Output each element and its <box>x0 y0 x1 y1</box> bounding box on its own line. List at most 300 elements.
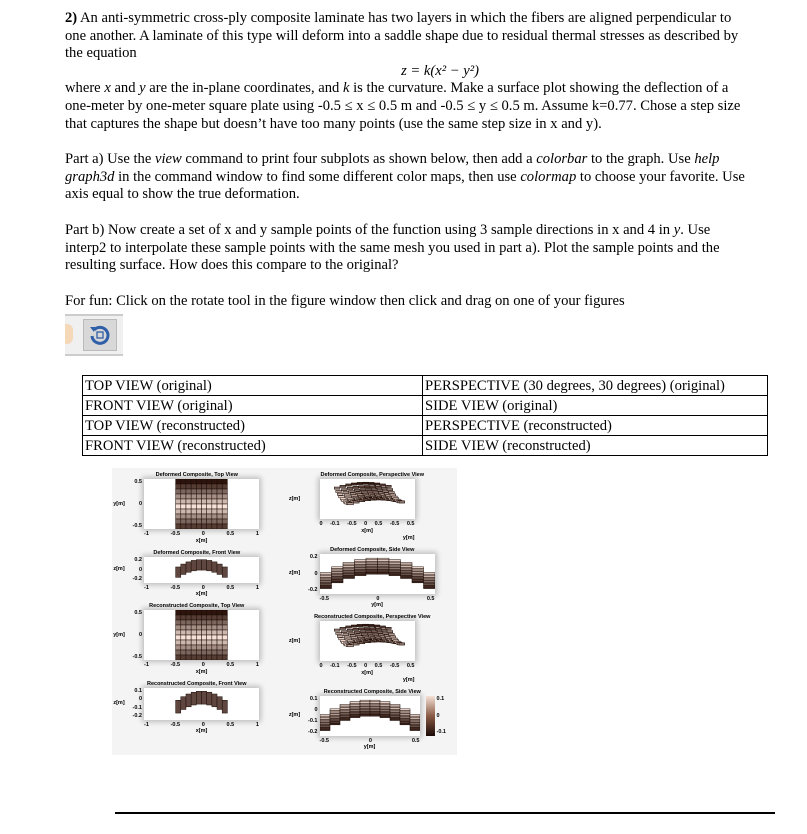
surface-patch <box>374 625 380 627</box>
surface-patch <box>196 519 201 524</box>
surface-patch <box>202 560 207 570</box>
surface-patch <box>176 645 181 650</box>
surface-patch <box>222 610 227 615</box>
axis-tick-label: 1 <box>255 721 259 728</box>
surface-patch <box>222 650 227 655</box>
surface-patch <box>186 484 191 489</box>
surface-patch <box>217 610 222 615</box>
surface-patch <box>217 514 222 519</box>
x-axis-label: x[m] <box>195 728 208 735</box>
plot-row <box>112 557 259 583</box>
surface-patch <box>181 645 186 650</box>
axis-tick-label: -0.5 <box>132 522 142 529</box>
surface-patch <box>217 645 222 650</box>
surface-patch <box>340 719 350 721</box>
surface-patch <box>400 723 410 725</box>
surface-patch <box>212 562 217 572</box>
perspective-plot <box>320 479 415 519</box>
surface-patch <box>176 655 181 660</box>
surface-patch <box>387 631 393 633</box>
axis-tick-label: 0 <box>364 663 368 670</box>
surface-patch <box>186 562 191 572</box>
colorbar-tick-label: 0.1 <box>436 695 445 702</box>
surface-patch <box>196 635 201 640</box>
axis-tick-label: -1 <box>144 531 149 538</box>
surface-patch <box>217 635 222 640</box>
surface-patch <box>207 519 212 524</box>
var-y: y <box>673 221 681 238</box>
surface-patch <box>217 504 222 509</box>
axis-tick-label: 1 <box>255 531 259 538</box>
surface-patch <box>207 645 212 650</box>
surface-patch <box>176 509 181 514</box>
surface-patch <box>191 640 196 645</box>
text: Part a) Use the <box>65 151 155 168</box>
z-axis-label: z[m] <box>288 712 301 719</box>
top-view-plot <box>144 479 259 529</box>
surface-patch <box>191 524 196 529</box>
text: in the command window to find some different color maps, then use <box>114 168 521 185</box>
surface-patch <box>217 640 222 645</box>
surface-patch <box>222 620 227 625</box>
surface-patch <box>217 564 222 574</box>
surface-patch <box>207 650 212 655</box>
surface-patch <box>207 504 212 509</box>
surface-patch <box>375 487 381 489</box>
axis-tick-label: 0.5 <box>134 610 142 617</box>
surface-patch <box>196 620 201 625</box>
for-fun: For fun: Click on the rotate tool in the figure window then click and drag on one of your figures <box>65 292 625 309</box>
surface-patch <box>352 487 358 489</box>
axis-tick-label: 0.5 <box>226 662 235 669</box>
surface-patch <box>207 630 212 635</box>
figure-toolbar-snippet <box>65 314 123 356</box>
text: and <box>110 80 140 97</box>
axis-tick-label: 0.5 <box>374 521 383 528</box>
rotate-3d-icon <box>83 319 117 351</box>
table-cell: SIDE VIEW (original) <box>423 396 768 416</box>
surface-patch <box>352 629 358 631</box>
surface-patch <box>196 560 201 570</box>
surface-patch <box>371 631 377 633</box>
axis-tick-label: 0.5 <box>226 531 235 538</box>
axis-tick-label: -0.1 <box>330 663 340 670</box>
problem-number: 2) <box>65 10 78 26</box>
surface-patch <box>217 650 222 655</box>
surface-patch <box>186 645 191 650</box>
surface-patch <box>186 479 191 484</box>
surface-patch <box>357 625 363 627</box>
surface-patch <box>331 581 343 583</box>
surface-patch <box>181 499 186 504</box>
surface-patch <box>207 610 212 615</box>
surface-patch <box>207 494 212 499</box>
surface-patch <box>399 501 405 503</box>
surface-patch <box>217 625 222 630</box>
plot-row <box>288 696 451 736</box>
recon-front-view-plot <box>144 688 259 720</box>
surface-patch <box>202 650 207 655</box>
text: to choose your favorite. Use axis equal to show the true deformation. <box>65 168 745 203</box>
surface-patch <box>202 494 207 499</box>
axis-tick-label: -0.5 <box>170 584 181 591</box>
tick-column <box>304 696 318 736</box>
surface-patch <box>207 509 212 514</box>
surface-patch <box>212 625 217 630</box>
example-figure <box>112 468 457 755</box>
surface-patch <box>196 504 201 509</box>
surface-patch <box>196 509 201 514</box>
x-axis-label: x[m] <box>361 527 373 534</box>
surface-patch <box>176 494 181 499</box>
surface-patch <box>176 635 181 640</box>
axis-tick-label: -0.5 <box>347 663 357 670</box>
surface-patch <box>196 610 201 615</box>
surface-patch <box>207 524 212 529</box>
recon-top-view-title: Reconstructed Composite, Top View <box>149 603 245 610</box>
surface-patch <box>191 635 196 640</box>
colorbar-tick-label: -0.1 <box>436 729 446 736</box>
axis-tick-label: -0.5 <box>170 662 181 669</box>
surface-patch <box>191 504 196 509</box>
surface-patch <box>410 729 420 731</box>
surface-patch <box>212 645 217 650</box>
y-axis-label: y[m] <box>113 500 125 507</box>
plot-row <box>112 479 259 529</box>
surface-patch <box>186 635 191 640</box>
axis-tick-label: 0 <box>201 584 205 591</box>
surface-patch <box>369 628 375 630</box>
surface-patch <box>368 483 374 485</box>
plot-row <box>112 688 259 720</box>
surface-patch <box>374 483 380 485</box>
surface-patch <box>176 489 181 494</box>
axis-tick-label: 0 <box>314 706 318 713</box>
surface-patch <box>176 567 181 577</box>
surface-patch <box>186 494 191 499</box>
surface-patch <box>385 486 391 488</box>
cmd-colormap: colormap <box>520 168 577 185</box>
y-axis-label: y[m] <box>402 676 415 683</box>
surface-patch <box>186 509 191 514</box>
surface-patch <box>202 610 207 615</box>
plot-row <box>288 479 415 519</box>
surface-patch <box>400 577 412 579</box>
surface-patch <box>385 628 391 630</box>
surface-patch <box>196 645 201 650</box>
surface-patch <box>342 634 348 636</box>
surface-patch <box>339 486 345 488</box>
surface-patch <box>186 655 191 660</box>
table-row <box>83 436 768 456</box>
pan-hand-icon <box>65 324 73 344</box>
recon-perspective-plot <box>320 621 415 661</box>
surface-patch <box>320 729 330 731</box>
surface-patch <box>364 628 370 630</box>
surface-patch <box>212 620 217 625</box>
surface-patch <box>222 494 227 499</box>
surface-patch <box>207 514 212 519</box>
surface-patch <box>207 620 212 625</box>
colorbar-tick-column <box>437 696 451 736</box>
surface-patch <box>181 635 186 640</box>
surface-patch <box>202 635 207 640</box>
surface-patch <box>196 630 201 635</box>
surface-patch <box>380 716 390 718</box>
surface-patch <box>370 714 380 716</box>
surface-patch <box>212 514 217 519</box>
surface-patch <box>191 479 196 484</box>
surface-patch <box>186 504 191 509</box>
axis-tick-label: -0.2 <box>308 587 318 594</box>
surface-patch <box>342 492 348 494</box>
recon-side-view-plot <box>320 696 420 736</box>
surface-patch <box>217 524 222 529</box>
surface-patch <box>343 577 355 579</box>
surface-patch <box>191 484 196 489</box>
axis-tick-label: -0.5 <box>389 521 400 528</box>
surface-patch <box>337 493 343 495</box>
surface-patch <box>207 655 212 660</box>
axis-tick-label: -1 <box>144 662 149 669</box>
axis-tick-label: 0 <box>319 663 323 670</box>
side-view <box>288 547 458 610</box>
surface-patch <box>191 630 196 635</box>
text: to the graph. Use <box>587 151 695 168</box>
surface-patch <box>202 615 207 620</box>
surface-patch <box>191 509 196 514</box>
surface-patch <box>186 630 191 635</box>
surface-patch <box>222 635 227 640</box>
surface-patch <box>222 567 227 577</box>
var-x: x <box>104 80 111 97</box>
surface-patch <box>181 519 186 524</box>
axis-tick-label: -0.5 <box>347 521 357 528</box>
surface-patch <box>339 628 345 630</box>
surface-patch <box>186 620 191 625</box>
plot-row <box>112 610 259 660</box>
surface-patch <box>202 519 207 524</box>
surface-patch <box>196 524 201 529</box>
surface-patch <box>222 489 227 494</box>
surface-patch <box>191 692 196 705</box>
surface-patch <box>202 479 207 484</box>
surface-patch <box>191 494 196 499</box>
axis-tick-label: 0 <box>138 696 142 703</box>
tick-column <box>128 557 142 583</box>
surface-patch <box>207 615 212 620</box>
plot-row <box>288 554 435 594</box>
surface-patch <box>330 723 340 725</box>
divider <box>115 812 775 814</box>
x-axis-label: x[m] <box>195 668 208 675</box>
axis-tick-label: -1 <box>144 721 149 728</box>
front-view <box>112 550 282 599</box>
surface-patch <box>176 700 181 713</box>
axis-tick-label: 0.2 <box>134 556 142 563</box>
z-axis-label: z[m] <box>288 495 301 502</box>
table-cell: PERSPECTIVE (reconstructed) <box>423 416 768 436</box>
tick-column <box>128 688 142 720</box>
surface-patch <box>222 524 227 529</box>
surface-patch <box>186 650 191 655</box>
recon-front-view-title: Reconstructed Composite, Front View <box>146 680 247 687</box>
surface-patch <box>186 524 191 529</box>
surface-patch <box>191 650 196 655</box>
surface-patch <box>360 631 366 633</box>
surface-patch <box>181 509 186 514</box>
tick-column <box>304 621 318 661</box>
cmd-view: view <box>154 151 182 168</box>
surface-patch <box>181 640 186 645</box>
surface-patch <box>337 635 343 637</box>
surface-patch <box>186 610 191 615</box>
surface-patch <box>176 499 181 504</box>
side-view-plot <box>320 554 435 594</box>
axis-tick-label: 0 <box>138 501 142 508</box>
axis-tick-label: 0 <box>364 521 368 528</box>
surface-patch <box>379 484 385 486</box>
surface-patch <box>389 574 401 576</box>
side-view-title: Deformed Composite, Side View <box>330 546 415 553</box>
surface-patch <box>362 483 368 485</box>
surface-patch <box>222 479 227 484</box>
surface-patch <box>423 587 435 589</box>
surface-patch <box>217 697 222 710</box>
text: is the curvature. Make a surface plot showing the deflection of a one-meter by one-meter square plate using -0.5 ≤ x ≤ 0.5 m and -0.5 ≤ y ≤ 0.5 m. Assume k=0.77. Chose a step size that captures the shape but doesn’t have too many points (use the same step size in x and y). <box>65 80 741 132</box>
axis-tick-label: 0.5 <box>226 721 235 728</box>
figure-right-column <box>288 472 458 751</box>
surface-patch <box>181 610 186 615</box>
surface-patch <box>207 692 212 705</box>
surface-patch <box>191 645 196 650</box>
axis-tick-label: -0.5 <box>170 721 181 728</box>
surface-patch <box>212 615 217 620</box>
axis-tick-label: -0.1 <box>308 718 318 725</box>
recon-perspective <box>288 614 458 684</box>
surface-patch <box>212 640 217 645</box>
var-k: k <box>343 80 350 97</box>
surface-patch <box>176 504 181 509</box>
axis-tick-label: 0.5 <box>374 663 383 670</box>
surface-patch <box>176 650 181 655</box>
surface-patch <box>181 494 186 499</box>
surface-patch <box>176 484 181 489</box>
surface-patch <box>217 479 222 484</box>
surface-patch <box>388 634 394 636</box>
surface-patch <box>334 629 340 631</box>
problem-intro: An anti-symmetric cross-ply composite laminate has two layers in which the fibers are aligned perpendicular to one another. A laminate of this type will deform into a saddle shape due to residual thermal stresses as described by the equation <box>65 10 739 62</box>
surface-patch <box>181 620 186 625</box>
z-axis-label: z[m] <box>113 566 125 573</box>
surface-patch <box>191 610 196 615</box>
surface-patch <box>351 625 357 627</box>
surface-patch <box>191 625 196 630</box>
surface-patch <box>202 524 207 529</box>
surface-patch <box>191 615 196 620</box>
part-b <box>65 222 755 275</box>
surface-patch <box>341 489 347 491</box>
surface-patch <box>176 630 181 635</box>
surface-patch <box>222 655 227 660</box>
surface-patch <box>217 494 222 499</box>
surface-patch <box>360 489 366 491</box>
surface-patch <box>375 629 381 631</box>
surface-patch <box>202 625 207 630</box>
surface-patch <box>207 484 212 489</box>
surface-patch <box>186 489 191 494</box>
surface-patch <box>181 615 186 620</box>
surface-patch <box>191 620 196 625</box>
surface-patch <box>217 655 222 660</box>
axis-tick-label: -0.2 <box>132 576 142 583</box>
figure-left-column <box>112 472 282 751</box>
table-row <box>83 376 768 396</box>
surface-patch <box>212 635 217 640</box>
surface-patch <box>390 719 400 721</box>
surface-patch <box>207 640 212 645</box>
surface-patch <box>335 633 341 635</box>
axis-tick-label: 0.5 <box>134 479 142 486</box>
recon-top-view <box>112 603 282 676</box>
axis-tick-label: 0 <box>201 662 205 669</box>
surface-patch <box>186 519 191 524</box>
table-cell: SIDE VIEW (reconstructed) <box>423 436 768 456</box>
surface-patch <box>345 626 351 628</box>
surface-patch <box>212 630 217 635</box>
surface-patch <box>212 504 217 509</box>
y-axis-label: y[m] <box>371 602 383 609</box>
surface-patch <box>222 630 227 635</box>
surface-patch <box>222 625 227 630</box>
cmd-help: help graph3d <box>65 151 720 185</box>
surface-patch <box>207 479 212 484</box>
perspective <box>288 472 458 542</box>
surface-patch <box>212 484 217 489</box>
text: command to print four subplots as shown below, then add a <box>181 151 537 168</box>
surface-patch <box>186 499 191 504</box>
surface-patch <box>186 615 191 620</box>
axis-tick-label: 0 <box>319 521 323 528</box>
surface-patch <box>217 499 222 504</box>
axis-tick-label: 0.2 <box>309 553 318 560</box>
surface-patch <box>222 484 227 489</box>
surface-patch <box>176 610 181 615</box>
surface-patch <box>191 655 196 660</box>
surface-patch <box>212 499 217 504</box>
surface-patch <box>217 630 222 635</box>
surface-patch <box>207 560 212 570</box>
surface-patch <box>207 499 212 504</box>
table-row <box>83 396 768 416</box>
table-cell: TOP VIEW (reconstructed) <box>83 416 423 436</box>
surface-patch <box>196 655 201 660</box>
recon-perspective-title: Reconstructed Composite, Perspective View <box>314 614 431 621</box>
surface-patch <box>196 489 201 494</box>
surface-patch <box>202 489 207 494</box>
surface-patch <box>212 610 217 615</box>
var-y: y <box>139 80 146 97</box>
surface-patch <box>350 716 360 718</box>
surface-patch <box>186 625 191 630</box>
table-cell: FRONT VIEW (reconstructed) <box>83 436 423 456</box>
surface-patch <box>207 625 212 630</box>
surface-patch <box>202 655 207 660</box>
surface-patch <box>196 499 201 504</box>
surface-patch <box>207 635 212 640</box>
table-cell: PERSPECTIVE (30 degrees, 30 degrees) (original) <box>423 376 768 396</box>
surface-patch <box>369 486 375 488</box>
